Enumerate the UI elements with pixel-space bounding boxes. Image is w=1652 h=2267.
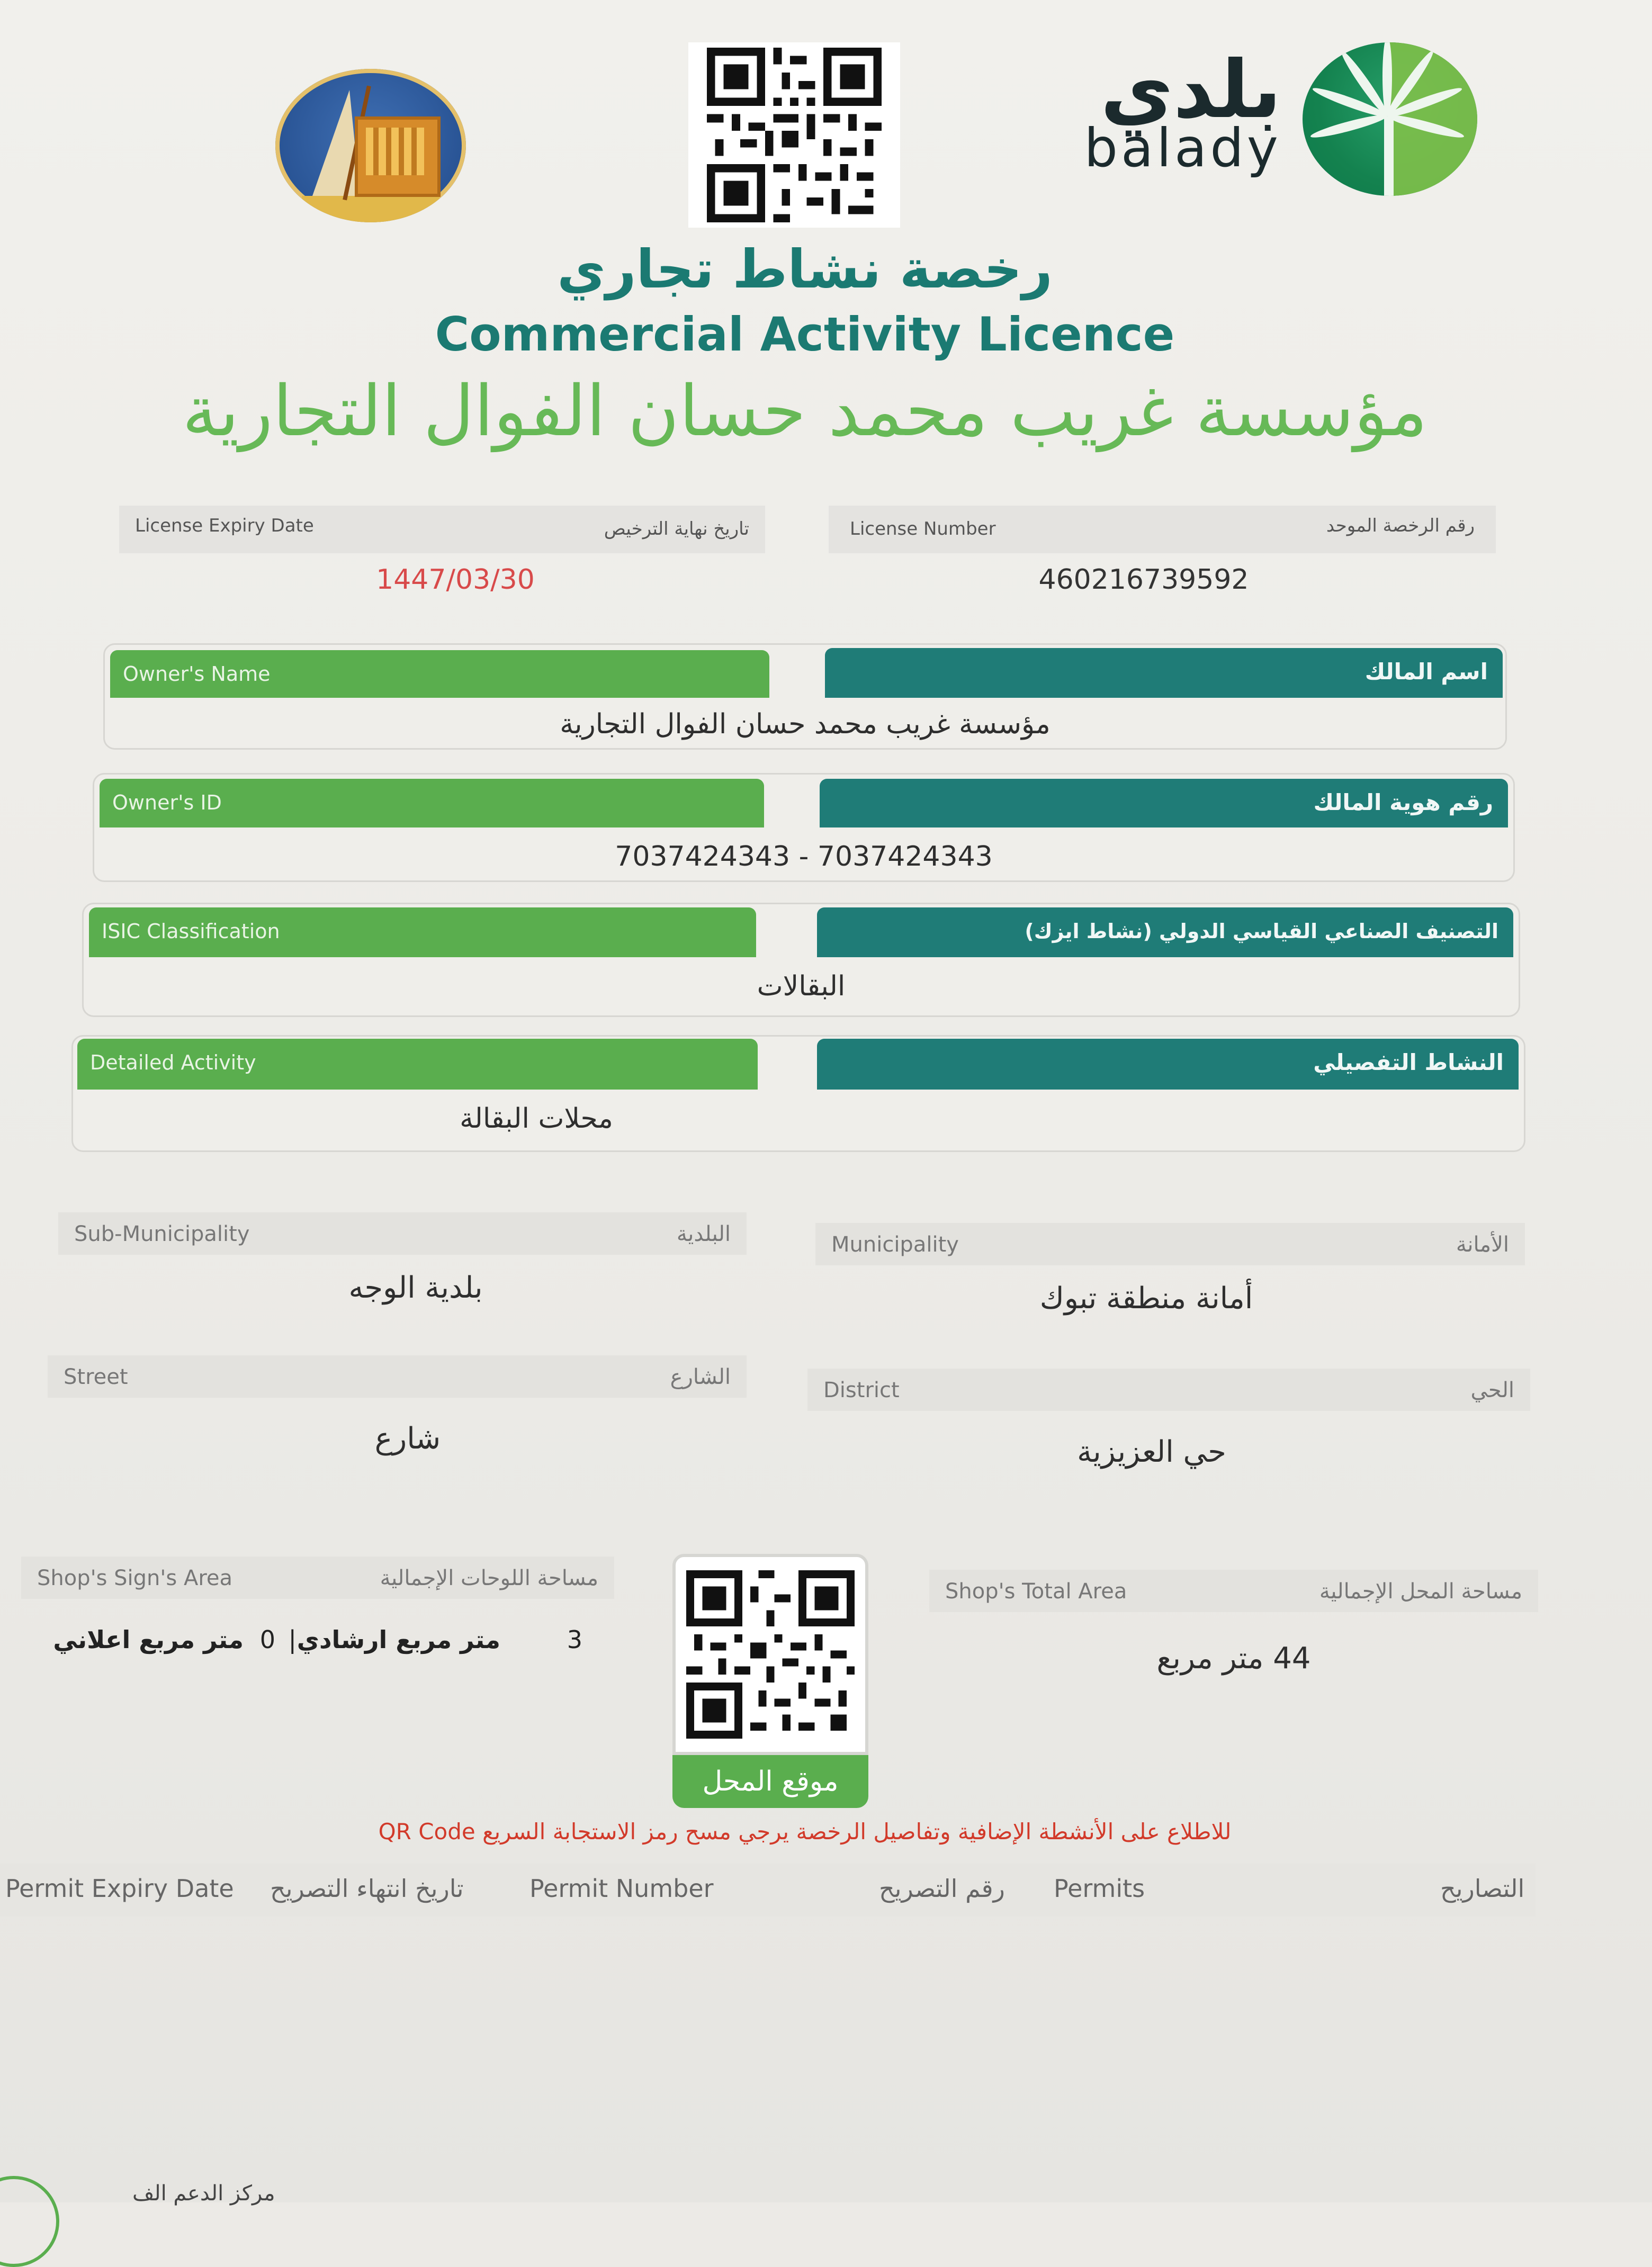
permits-label-ar: التصاريح (1440, 1874, 1525, 1903)
owner-name-label-ar: اسم المالك (825, 648, 1503, 698)
permits-label-en: Permits (1054, 1874, 1145, 1903)
permits-header (0, 1864, 1536, 1917)
license-expiry-label-en: License Expiry Date (135, 515, 314, 536)
balady-arabic-wordmark: بلدي (1100, 44, 1281, 136)
location-qr-code (672, 1554, 868, 1755)
sign-area-values (21, 1615, 614, 1668)
street-label-en: Street (64, 1365, 128, 1389)
sign-area-label-box (21, 1557, 614, 1599)
total-area-label-box (929, 1570, 1538, 1612)
district-value: حي العزيزية (1077, 1435, 1226, 1469)
isic-label-en: ISIC Classification (89, 907, 756, 957)
sign-area-label-en: Shop's Sign's Area (37, 1566, 233, 1590)
municipality-value: أمانة منطقة تبوك (1039, 1281, 1253, 1316)
footer-circle-icon (0, 2176, 59, 2267)
district-label-en: District (823, 1378, 900, 1402)
balady-english-wordmark: balady (1084, 117, 1281, 179)
sub-municipality-label-box (58, 1212, 747, 1255)
owner-name-value: مؤسسة غريب محمد حسان الفوال التجارية (560, 708, 1051, 740)
municipality-label-box (815, 1223, 1525, 1265)
total-area-label-en: Shop's Total Area (945, 1579, 1127, 1604)
balady-palm-logo (1303, 42, 1477, 196)
isic-row (82, 903, 1520, 1017)
sub-municipality-label-ar: البلدية (676, 1222, 731, 1246)
owner-id-label-en: Owner's ID (100, 779, 764, 827)
top-qr-code (688, 42, 900, 228)
street-value: شارع (374, 1422, 441, 1456)
sign-area-ad-value: 0 (259, 1625, 275, 1654)
title-arabic: رخصة نشاط تجاري (557, 238, 1053, 300)
owner-id-row (93, 773, 1515, 882)
qr-notice: للاطلاع على الأنشطة الإضافية وتفاصيل الرخصة يرجي مسح رمز الاستجابة السريع QR Code (378, 1819, 1232, 1845)
municipality-label-ar: الأمانة (1456, 1233, 1509, 1257)
street-label-ar: الشارع (670, 1365, 731, 1389)
license-number-label-en: License Number (850, 518, 996, 539)
municipality-label-en: Municipality (831, 1233, 959, 1257)
detailed-activity-row (71, 1035, 1525, 1152)
license-expiry-label-ar: تاريخ نهاية الترخيص (604, 518, 749, 539)
total-area-label-ar: مساحة المحل الإجمالية (1319, 1579, 1522, 1604)
sub-municipality-label-en: Sub-Municipality (74, 1222, 250, 1246)
detailed-activity-label-en: Detailed Activity (77, 1039, 758, 1090)
isic-value: البقالات (757, 970, 846, 1002)
total-area-value: 44 متر مربع (1156, 1641, 1311, 1676)
district-label-box (807, 1369, 1530, 1411)
sign-area-label-ar: مساحة اللوحات الإجمالية (380, 1566, 598, 1590)
sign-area-separator: | (288, 1625, 297, 1654)
detailed-activity-value: محلات البقالة (460, 1103, 613, 1135)
license-expiry-value: 1447/03/30 (376, 564, 535, 596)
isic-label-ar: التصنيف الصناعي القياسي الدولي (نشاط ايزك) (817, 907, 1513, 957)
district-label-ar: الحي (1470, 1378, 1514, 1402)
permit-expiry-label-ar: تاريخ انتهاء التصريح (270, 1874, 464, 1903)
municipality-seal-logo (275, 69, 466, 222)
title-english: Commercial Activity Licence (435, 307, 1175, 362)
license-number-value: 460216739592 (1038, 564, 1249, 596)
sub-municipality-value: بلدية الوجه (348, 1271, 483, 1305)
license-number-label-ar: رقم الرخصة الموحد (1326, 515, 1475, 536)
sign-area-guide-value: 3 (567, 1625, 582, 1654)
owner-id-label-ar: رقم هوية المالك (820, 779, 1508, 827)
location-qr-label: موقع المحل (672, 1755, 868, 1808)
entity-name: مؤسسة غريب محمد حسان الفوال التجارية (182, 371, 1427, 452)
sign-area-guide-unit: متر مربع ارشادي (297, 1625, 500, 1654)
sign-area-ad-unit: متر مربع اعلاني (53, 1625, 244, 1654)
permit-number-label-ar: رقم التصريح (879, 1874, 1005, 1903)
footer-support-text: مركز الدعم الف (132, 2181, 275, 2206)
owner-id-value: 7037424343 - 7037424343 (615, 841, 993, 872)
owner-name-label-en: Owner's Name (110, 650, 769, 698)
permit-number-label-en: Permit Number (529, 1874, 714, 1903)
street-label-box (48, 1355, 747, 1398)
license-expiry-label-box (119, 506, 765, 553)
detailed-activity-label-ar: النشاط التفصيلي (817, 1039, 1519, 1090)
owner-name-row (103, 643, 1507, 750)
license-number-label-box (829, 506, 1496, 553)
permit-expiry-label-en: Permit Expiry Date (5, 1874, 234, 1903)
